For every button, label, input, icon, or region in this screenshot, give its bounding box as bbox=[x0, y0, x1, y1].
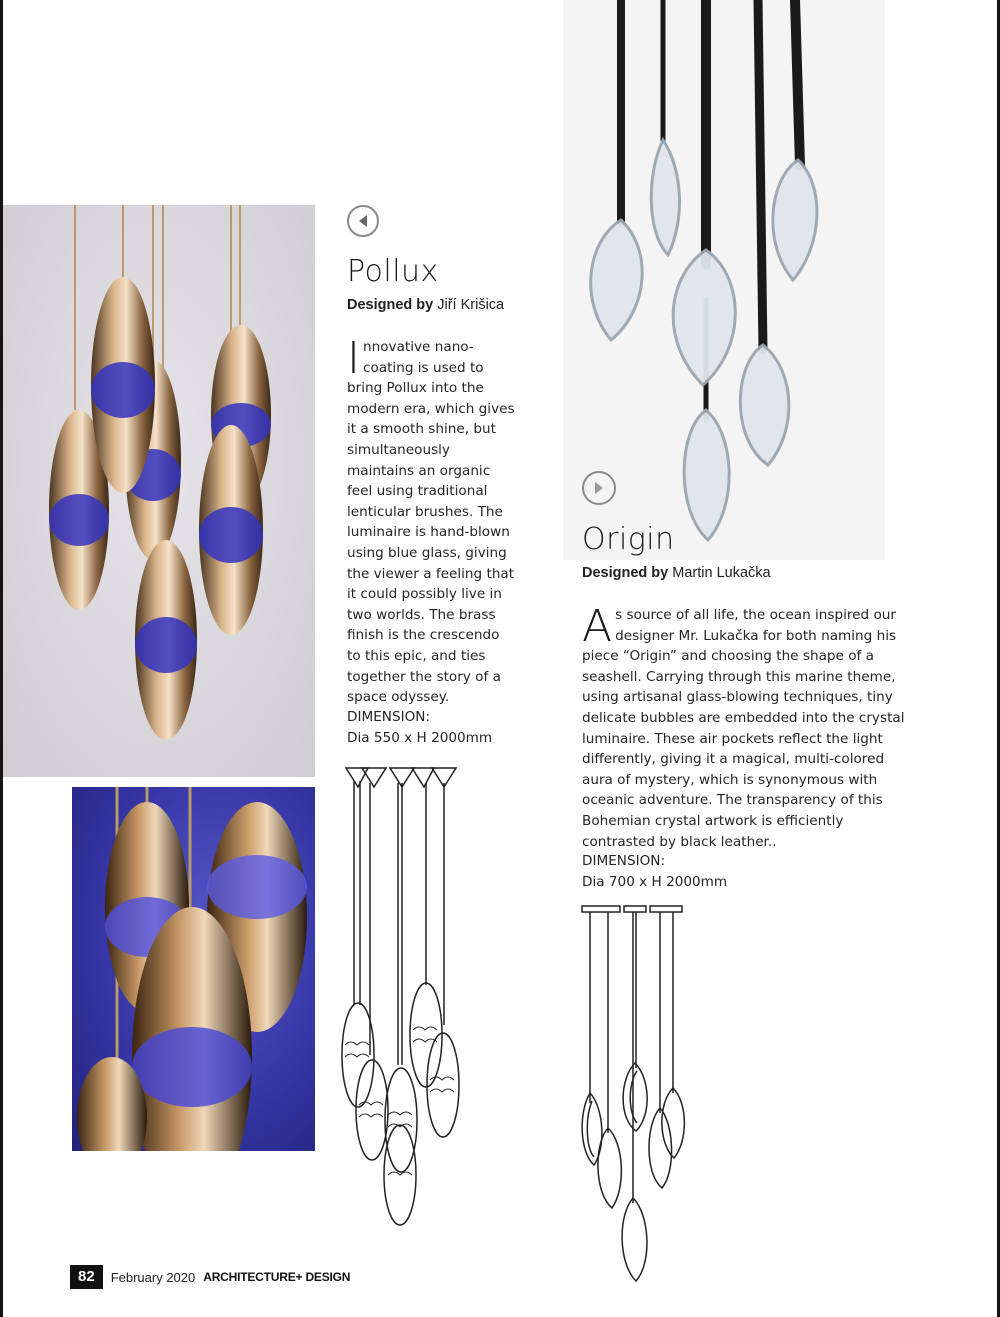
pollux-dimension-label: DIMENSION: bbox=[347, 709, 431, 725]
origin-dimension-value: Dia 700 x H 2000mm bbox=[582, 874, 728, 890]
pollux-technical-drawing bbox=[340, 765, 465, 1235]
pollux-detail-photo bbox=[72, 787, 315, 1151]
origin-dimension-label: DIMENSION: bbox=[582, 853, 666, 869]
origin-title: Origin bbox=[582, 522, 675, 557]
origin-body-text: s source of all life, the ocean inspired our designer Mr. Lukačka for both naming his piece “Origin” and choosing the shape of a seashell. Carrying through this marine theme, using artisanal glass-blowing techniques, tiny delicate bubbles are embedded into the crystal luminaire. These air pockets reflect the light differently, giving it a magical, multi-colored aura of mystery, which is synonymous with oceanic adventure. The transparency of this Bohemian crystal artwork is efficiently contrasted by black leather.. bbox=[582, 607, 905, 850]
magazine-name: ARCHITECTURE+ DESIGN bbox=[203, 1270, 351, 1284]
origin-nav-button[interactable] bbox=[582, 471, 616, 505]
page-number: 82 bbox=[70, 1265, 103, 1289]
origin-designer: Martin Lukačka bbox=[672, 565, 771, 581]
designed-by-label: Designed by bbox=[347, 297, 434, 313]
issue-date: February 2020 bbox=[110, 1269, 196, 1285]
pollux-dimension-value: Dia 550 x H 2000mm bbox=[347, 730, 493, 746]
pollux-title: Pollux bbox=[347, 254, 439, 289]
origin-body bbox=[582, 601, 912, 852]
pollux-body bbox=[347, 333, 517, 708]
origin-byline bbox=[582, 565, 771, 581]
pollux-dimension bbox=[347, 707, 492, 749]
pollux-body-text: nnovative nano-coating is used to bring Pollux into the modern era, which gives it a smooth shine, but simultaneously maintains an organic feel using traditional lenticular brushes. The luminaire is hand-blown using blue glass, giving the viewer a feeling that it could possibly live in two worlds. The brass finish is the crescendo to this epic, and ties together the story of a space odyssey. bbox=[347, 339, 515, 706]
origin-dropcap: A bbox=[582, 601, 613, 652]
origin-technical-drawing bbox=[578, 903, 698, 1293]
pollux-nav-button[interactable] bbox=[347, 205, 379, 237]
pollux-byline bbox=[347, 297, 504, 313]
page-footer bbox=[70, 1265, 350, 1289]
pollux-photo bbox=[3, 205, 315, 777]
pollux-dropcap: I bbox=[347, 333, 360, 384]
arrow-right-icon bbox=[582, 471, 616, 505]
origin-dimension bbox=[582, 851, 727, 893]
pollux-designer: Jiří Krišica bbox=[437, 297, 505, 313]
designed-by-label: Designed by bbox=[582, 565, 669, 581]
arrow-left-icon bbox=[347, 205, 379, 237]
